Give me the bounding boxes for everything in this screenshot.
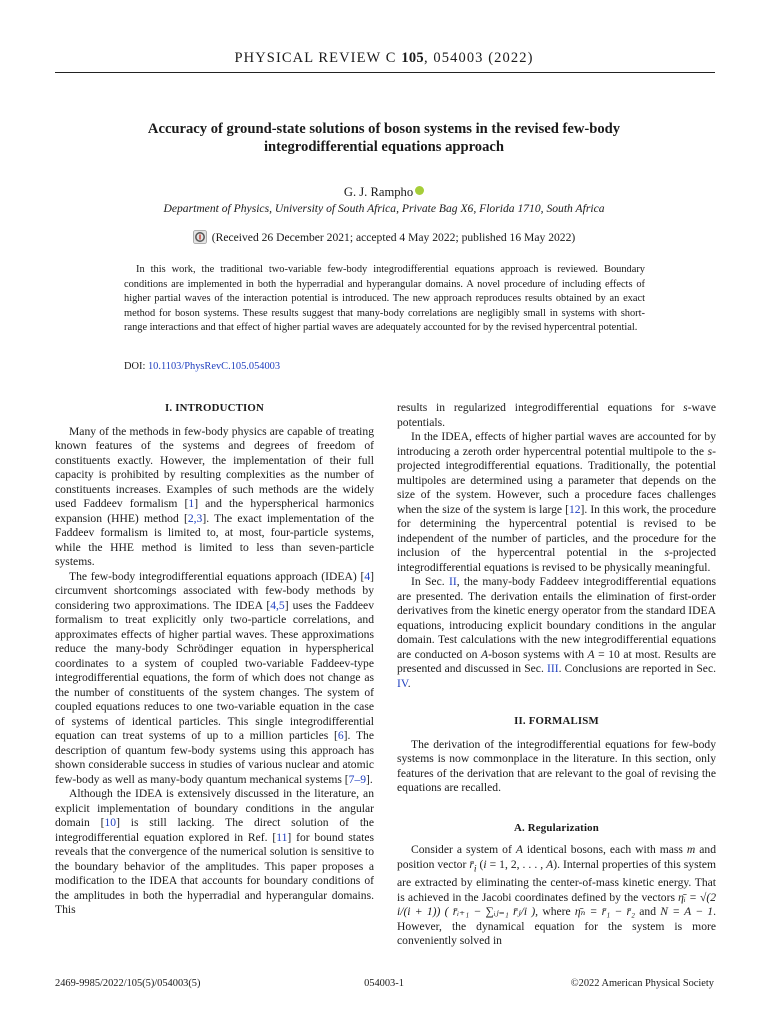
intro-paragraph-3-continued bbox=[397, 401, 716, 430]
citation-link[interactable]: 7–9 bbox=[348, 772, 367, 786]
citation-link[interactable]: 11 bbox=[276, 830, 288, 844]
right-column bbox=[397, 401, 716, 949]
math-subscript: i bbox=[473, 862, 477, 874]
header-divider bbox=[55, 72, 715, 73]
math-equation: N = A − 1 bbox=[660, 905, 714, 919]
footer-issn: 2469-9985/2022/105(5)/054003(5) bbox=[55, 978, 201, 989]
citation-link[interactable]: 4,5 bbox=[270, 598, 285, 612]
math-symbol: s bbox=[683, 401, 688, 414]
journal-volume: 105 bbox=[401, 50, 424, 66]
text-run: ] uses the Faddeev formalism to treat explicitly only two-particle correlations, and approximates effects of higher partial waves. These approximations reduce the many-body Schrödinger equation in hyperspherical coordinates to a system of coupled two-variable Faddeev-type integrodifferential equations, the form of which does not change as the number of constituents of the system changes. The system of coupled equations reduces to one two-variable equation in the case of systems of identical particles. This single integrodifferential equation can treat systems of up to a million particles [ bbox=[55, 598, 374, 742]
check-for-updates-icon[interactable] bbox=[193, 230, 207, 244]
text-run: ] circumvent shortcomings associated with few-body methods by considering two approximations. The IDEA [ bbox=[55, 569, 374, 612]
math-symbol: m bbox=[686, 843, 696, 856]
jacobi-equation: η̄ᵢ = √(2 i/(i + 1)) ( r̄ᵢ₊₁ − ∑ᵢⱼ₌₁ r̄ⱼ/i ), bbox=[397, 890, 717, 919]
text-run: identical bosons, each with mass bbox=[522, 843, 687, 856]
math-symbol: A bbox=[546, 857, 554, 871]
footer-page-number: 054003-1 bbox=[364, 978, 404, 989]
text-run: . bbox=[407, 676, 411, 690]
math-symbol: i bbox=[483, 857, 487, 871]
text-run: -projected integrodifferential equations is revised to be physically meaningful. bbox=[397, 546, 716, 574]
author-affiliation: Department of Physics, University of South Africa, Private Bag X6, Florida 1710, South Africa bbox=[163, 202, 605, 215]
text-run: In the IDEA, effects of higher partial waves are accounted for by introducing a zeroth order hypercentral potential multipole to the bbox=[397, 430, 716, 458]
article-title: Accuracy of ground-state solutions of boson systems in the revised few-body integrodifferential equations approach bbox=[147, 121, 621, 155]
jacobi-equation: η̄ₙ = r̄₁ − r̄₂ bbox=[574, 905, 636, 919]
text-run: -boson systems with bbox=[488, 647, 588, 661]
citation-link[interactable]: 12 bbox=[568, 502, 581, 516]
abstract: In this work, the traditional two-variable few-body integrodifferential equations approach is reviewed. Boundary conditions are implemented in both the hyperradial and hyperangular domains. A novel procedure of including effects of higher partial waves of the interaction potential is introduced. The new approach reproduces results obtained by an exact method for boson systems. These results suggest that many-body correlations are negligibly small in systems with short-range interactions and that effect of higher partial waves are adequately accounted for by the revised hypercentral potential. bbox=[124, 264, 645, 333]
text-run: , the many-body Faddeev integrodifferential equations are presented. The derivation entails the elimination of first-order derivatives from the kinetic energy operator from the standard IDEA equations, introducing explicit boundary conditions in the angular domain. Test calculations with the new integrodifferential equations are conducted on bbox=[397, 575, 717, 661]
math-symbol: A bbox=[515, 843, 523, 856]
intro-paragraph-5 bbox=[397, 575, 716, 691]
text-run: = 1, 2, . . . , bbox=[486, 857, 547, 871]
intro-paragraph-2 bbox=[55, 570, 374, 788]
text-run: In Sec. bbox=[411, 575, 449, 588]
text-run: ( bbox=[476, 857, 484, 871]
text-run: -wave potentials. bbox=[397, 401, 716, 429]
regularization-paragraph-1 bbox=[397, 843, 716, 949]
section-heading-formalism: II. FORMALISM bbox=[514, 715, 599, 727]
subsection-heading-regularization: A. Regularization bbox=[514, 821, 599, 834]
math-symbol: A bbox=[480, 647, 489, 661]
article-number-year: , 054003 (2022) bbox=[423, 50, 534, 66]
citation-link[interactable]: 10 bbox=[104, 816, 117, 829]
journal-header bbox=[0, 50, 768, 67]
text-run: ]. In this work, the procedure for determining the hypercentral potential is revised to be independent of the number of particles, and the procedure for the inclusion of the hypercentral potential in the bbox=[397, 502, 716, 559]
intro-paragraph-1 bbox=[55, 425, 374, 570]
doi-label: DOI: bbox=[124, 361, 148, 372]
text-run: results in regularized integrodifferential equations for bbox=[397, 401, 684, 414]
orcid-icon[interactable] bbox=[415, 186, 424, 195]
text-run: . However, the dynamical equation for the system is more conveniently solved in bbox=[397, 905, 716, 948]
text-run: The few-body integrodifferential equations approach (IDEA) [ bbox=[69, 569, 365, 583]
text-run: ] and the hyperspherical harmonics expansion (HHE) method [ bbox=[55, 497, 374, 525]
doi-line bbox=[124, 361, 280, 372]
footer-copyright: ©2022 American Physical Society bbox=[570, 978, 714, 989]
journal-name: PHYSICAL REVIEW C bbox=[234, 50, 397, 66]
section-link[interactable]: IV bbox=[397, 676, 408, 690]
text-run: and bbox=[635, 905, 661, 919]
section-link[interactable]: II bbox=[448, 575, 457, 588]
text-run: Consider a system of bbox=[411, 843, 516, 856]
text-run: ]. The exact implementation of the Faddeev formalism is limited to, at most, four-particle systems, while the HHE method is limited to less than seven-particle systems. bbox=[55, 511, 374, 568]
text-run: Many of the methods in few-body physics are capable of treating known features of the systems and degrees of freedom of constituents exactly. However, the implementation of their full capacity is prohibited by resulting complexities as the number of constituents increases. Examples of such methods are the widely used Faddeev formalism [ bbox=[55, 424, 374, 510]
text-run: Although the IDEA is extensively discussed in the literature, an explicit implementation of boundary conditions in the angular domain [ bbox=[55, 787, 374, 829]
publication-dates-row bbox=[0, 230, 768, 244]
math-symbol: A bbox=[587, 647, 595, 661]
citation-link[interactable]: 1 bbox=[188, 497, 195, 510]
author-name[interactable]: G. J. Rampho bbox=[343, 185, 414, 199]
left-column bbox=[55, 401, 374, 918]
formalism-paragraph-1: The derivation of the integrodifferential equations for few-body systems is now commonplace in the literature. In this section, only features of the derivation that are relevant to the goal of revising the equations are recalled. bbox=[397, 737, 716, 794]
citation-link[interactable]: 2,3 bbox=[187, 511, 203, 525]
text-run: ). Internal properties of this system are extracted by eliminating the center-of-mass kinetic energy. That is achieved in the Jacobi coordinates defined by the vectors bbox=[397, 857, 716, 904]
text-run: ]. The description of quantum few-body systems using this approach has shown considerable success in studies of various nuclear and atomic few-body as well as many-body quantum mechanical systems [ bbox=[55, 729, 374, 786]
publication-dates: (Received 26 December 2021; accepted 4 May 2022; published 16 May 2022) bbox=[211, 231, 576, 244]
author-line bbox=[0, 185, 768, 200]
section-link[interactable]: III bbox=[547, 662, 559, 675]
math-symbol: s bbox=[707, 444, 713, 458]
intro-paragraph-4 bbox=[397, 430, 716, 575]
intro-paragraph-3 bbox=[55, 787, 374, 918]
text-run: = 10 bbox=[594, 647, 620, 661]
text-run: at most. Results are presented and discussed in Sec. bbox=[397, 647, 717, 675]
text-run: ] is still lacking. The direct solution of the integrodifferential equation explored in Ref. [ bbox=[55, 816, 375, 844]
text-run: ] for bound states reveals that the convergence of the numerical solution is sensitive to the boundary behavior of the amplitudes. This paper proposes a modification to the IDEA that accounts for boundary conditions of the amplitudes in both the hyperradial and hyperangular domains. This bbox=[55, 830, 374, 916]
section-heading-introduction: I. INTRODUCTION bbox=[165, 402, 264, 414]
text-run: where bbox=[538, 905, 575, 919]
math-symbol: r̄ bbox=[469, 857, 474, 871]
citation-link[interactable]: 4 bbox=[364, 569, 371, 583]
text-run: ]. bbox=[366, 772, 373, 786]
text-run: -projected integrodifferential equations. Traditionally, the potential multipoles are determined using a parameter that depends on the size of the system. However, such a procedure faces challenges when the size of the system is large [ bbox=[397, 444, 716, 516]
doi-link[interactable]: 10.1103/PhysRevC.105.054003 bbox=[147, 361, 281, 372]
text-run: . Conclusions are reported in Sec. bbox=[558, 662, 716, 675]
citation-link[interactable]: 6 bbox=[337, 729, 344, 742]
text-run: and position vector bbox=[397, 843, 717, 871]
math-symbol: s bbox=[664, 546, 669, 559]
